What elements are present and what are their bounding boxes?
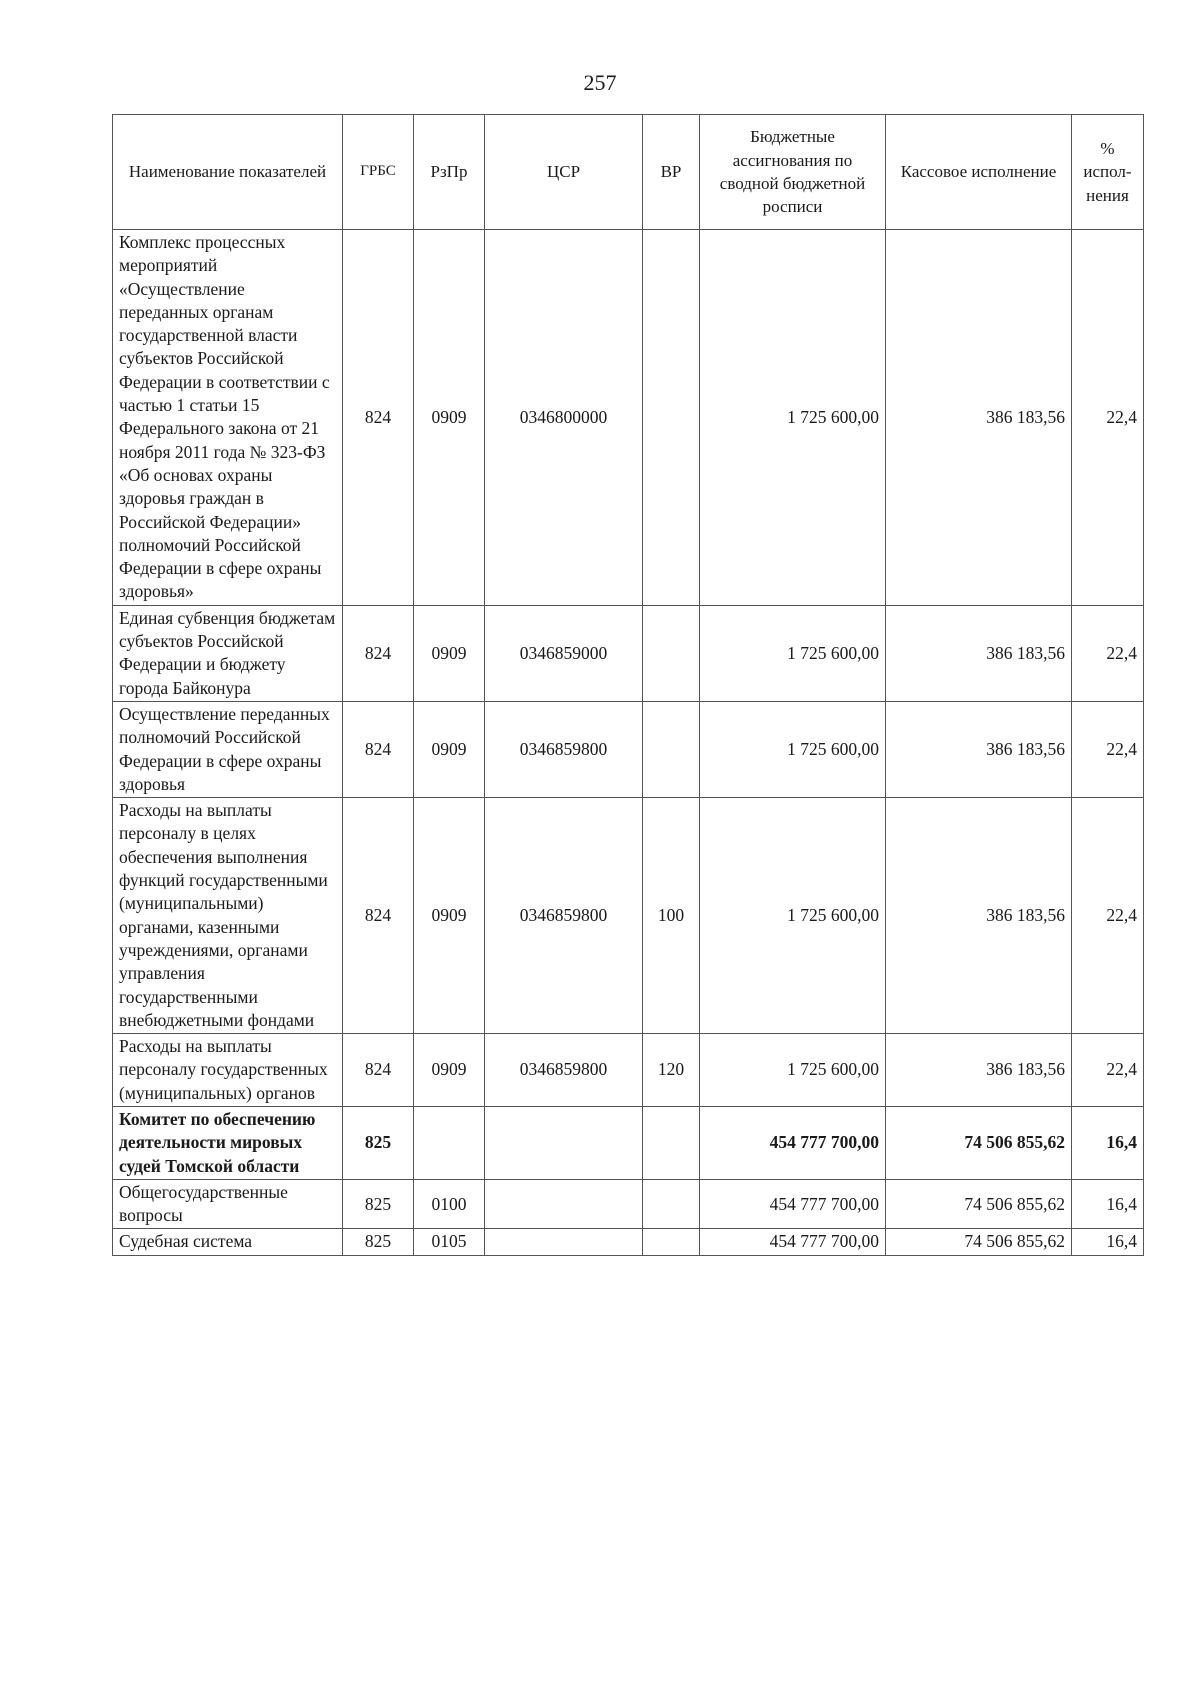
cell-assign: 454 777 700,00 bbox=[700, 1106, 886, 1179]
cell-vr bbox=[643, 1229, 700, 1255]
cell-name: Комитет по обеспечению деятельности мировых судей Томской области bbox=[113, 1106, 343, 1179]
cell-grbs: 824 bbox=[343, 605, 414, 701]
page-number: 257 bbox=[583, 70, 617, 95]
cell-rzpr bbox=[414, 1106, 485, 1179]
cell-csr bbox=[485, 1229, 643, 1255]
cell-assign: 454 777 700,00 bbox=[700, 1179, 886, 1229]
cell-csr: 0346859800 bbox=[485, 1034, 643, 1107]
budget-table bbox=[112, 114, 1144, 1256]
header-cash: Кассовое исполнение bbox=[886, 115, 1072, 230]
cell-name: Общегосударственные вопросы bbox=[113, 1179, 343, 1229]
cell-grbs: 825 bbox=[343, 1179, 414, 1229]
cell-rzpr: 0909 bbox=[414, 605, 485, 701]
cell-grbs: 824 bbox=[343, 1034, 414, 1107]
cell-assign: 1 725 600,00 bbox=[700, 230, 886, 606]
cell-vr bbox=[643, 230, 700, 606]
table-row bbox=[113, 230, 1144, 606]
cell-csr bbox=[485, 1179, 643, 1229]
cell-rzpr: 0909 bbox=[414, 1034, 485, 1107]
table-row bbox=[113, 701, 1144, 797]
cell-assign: 1 725 600,00 bbox=[700, 798, 886, 1034]
header-csr: ЦСР bbox=[485, 115, 643, 230]
cell-pct: 16,4 bbox=[1072, 1106, 1144, 1179]
cell-assign: 1 725 600,00 bbox=[700, 701, 886, 797]
cell-pct: 16,4 bbox=[1072, 1179, 1144, 1229]
cell-name: Расходы на выплаты персоналу государственных (муниципальных) органов bbox=[113, 1034, 343, 1107]
cell-csr: 0346859000 bbox=[485, 605, 643, 701]
cell-pct: 22,4 bbox=[1072, 1034, 1144, 1107]
cell-rzpr: 0100 bbox=[414, 1179, 485, 1229]
cell-assign: 1 725 600,00 bbox=[700, 1034, 886, 1107]
cell-grbs: 824 bbox=[343, 798, 414, 1034]
header-vr: ВР bbox=[643, 115, 700, 230]
table-row bbox=[113, 1179, 1144, 1229]
cell-cash: 74 506 855,62 bbox=[886, 1229, 1072, 1255]
cell-name: Расходы на выплаты персоналу в целях обеспечения выполнения функций государственными (муниципальными) органами, казенными учреждениями, органами управления государственными внебюджетными фондами bbox=[113, 798, 343, 1034]
cell-cash: 74 506 855,62 bbox=[886, 1106, 1072, 1179]
cell-vr bbox=[643, 1179, 700, 1229]
cell-grbs: 825 bbox=[343, 1106, 414, 1179]
cell-rzpr: 0105 bbox=[414, 1229, 485, 1255]
header-pct: % испол- нения bbox=[1072, 115, 1144, 230]
cell-vr bbox=[643, 701, 700, 797]
header-rzpr: РзПр bbox=[414, 115, 485, 230]
cell-pct: 22,4 bbox=[1072, 701, 1144, 797]
table-row bbox=[113, 798, 1144, 1034]
cell-rzpr: 0909 bbox=[414, 230, 485, 606]
cell-csr: 0346859800 bbox=[485, 701, 643, 797]
cell-grbs: 824 bbox=[343, 701, 414, 797]
header-assign: Бюджетные ассигнования по сводной бюджетной росписи bbox=[700, 115, 886, 230]
cell-csr bbox=[485, 1106, 643, 1179]
cell-csr: 0346859800 bbox=[485, 798, 643, 1034]
cell-name: Судебная система bbox=[113, 1229, 343, 1255]
cell-cash: 386 183,56 bbox=[886, 798, 1072, 1034]
cell-pct: 16,4 bbox=[1072, 1229, 1144, 1255]
cell-vr bbox=[643, 605, 700, 701]
table-row bbox=[113, 1229, 1144, 1255]
cell-rzpr: 0909 bbox=[414, 798, 485, 1034]
cell-vr: 100 bbox=[643, 798, 700, 1034]
cell-cash: 74 506 855,62 bbox=[886, 1179, 1072, 1229]
header-name: Наименование показателей bbox=[113, 115, 343, 230]
table-header-row bbox=[113, 115, 1144, 230]
cell-pct: 22,4 bbox=[1072, 605, 1144, 701]
table-row bbox=[113, 605, 1144, 701]
cell-assign: 1 725 600,00 bbox=[700, 605, 886, 701]
cell-name: Комплекс процессных мероприятий «Осуществление переданных органам государственной власти субъектов Российской Федерации в соответствии с частью 1 статьи 15 Федерального закона от 21 ноября 2011 года № 323-ФЗ «Об основах охраны здоровья граждан в Российской Федерации» полномочий Российской Федерации в сфере охраны здоровья» bbox=[113, 230, 343, 606]
cell-pct: 22,4 bbox=[1072, 798, 1144, 1034]
cell-rzpr: 0909 bbox=[414, 701, 485, 797]
cell-grbs: 824 bbox=[343, 230, 414, 606]
cell-pct: 22,4 bbox=[1072, 230, 1144, 606]
cell-assign: 454 777 700,00 bbox=[700, 1229, 886, 1255]
table-row bbox=[113, 1106, 1144, 1179]
cell-vr: 120 bbox=[643, 1034, 700, 1107]
cell-name: Единая субвенция бюджетам субъектов Российской Федерации и бюджету города Байконура bbox=[113, 605, 343, 701]
cell-csr: 0346800000 bbox=[485, 230, 643, 606]
cell-grbs: 825 bbox=[343, 1229, 414, 1255]
table-row bbox=[113, 1034, 1144, 1107]
cell-cash: 386 183,56 bbox=[886, 230, 1072, 606]
cell-name: Осуществление переданных полномочий Российской Федерации в сфере охраны здоровья bbox=[113, 701, 343, 797]
cell-cash: 386 183,56 bbox=[886, 701, 1072, 797]
cell-vr bbox=[643, 1106, 700, 1179]
cell-cash: 386 183,56 bbox=[886, 605, 1072, 701]
cell-cash: 386 183,56 bbox=[886, 1034, 1072, 1107]
header-grbs: ГРБС bbox=[343, 115, 414, 230]
